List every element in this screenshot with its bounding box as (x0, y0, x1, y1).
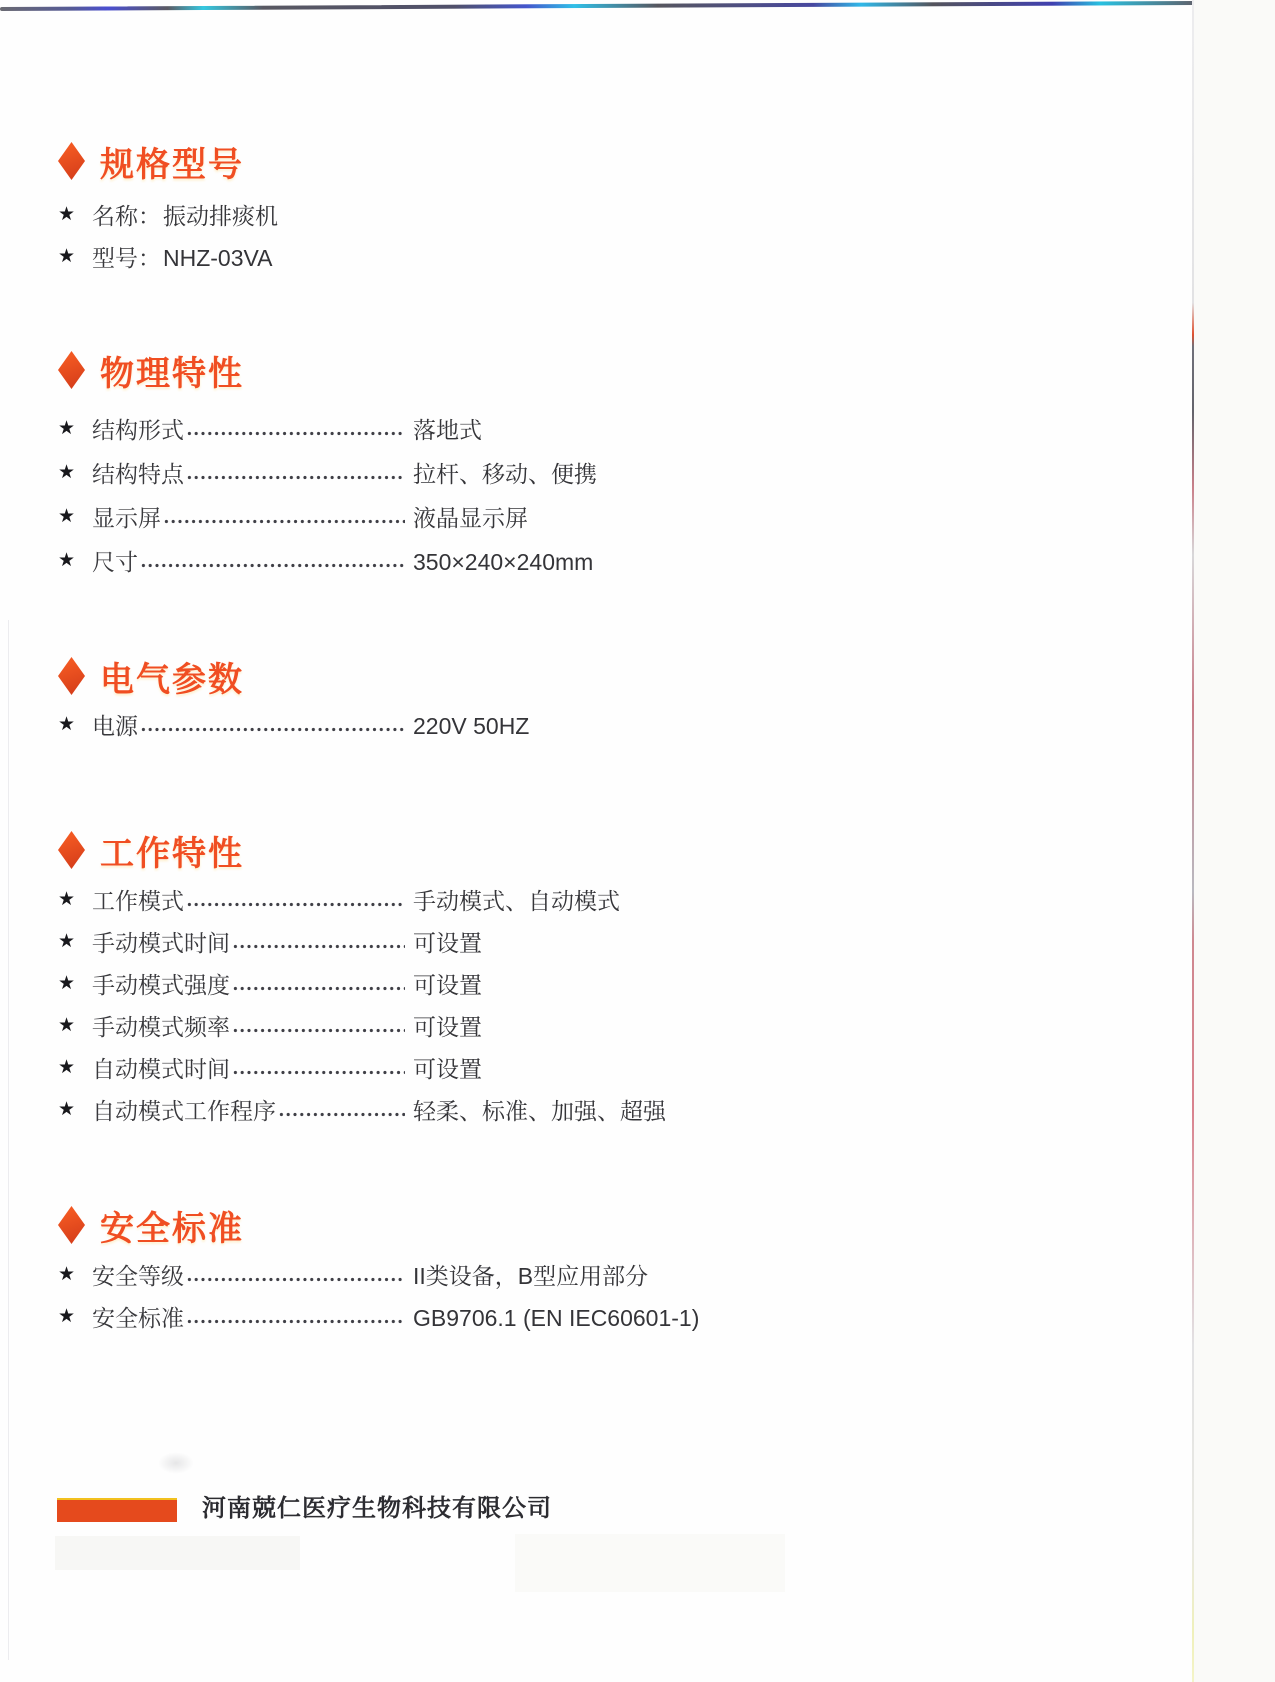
spec-label: 安全标准 (92, 1305, 184, 1331)
spec-value: 可设置 (413, 930, 482, 956)
dot-leader (140, 713, 405, 739)
spec-value: 拉杆、移动、便携 (413, 461, 597, 487)
diamond-bullet-icon (58, 351, 85, 389)
spec-row (58, 1098, 918, 1124)
star-bullet-icon: ★ (58, 550, 76, 571)
spec-row (58, 930, 918, 956)
section-specifications (58, 139, 918, 287)
section-heading (58, 1203, 918, 1247)
scan-ghost (515, 1534, 785, 1592)
star-bullet-icon: ★ (58, 1057, 76, 1078)
spec-value: 可设置 (413, 1014, 482, 1040)
star-bullet-icon: ★ (58, 1306, 76, 1327)
spec-row (58, 245, 918, 271)
dot-leader (163, 505, 405, 531)
section-title: 安全标准 (100, 1209, 244, 1248)
section-title: 工作特性 (100, 834, 244, 873)
star-bullet-icon: ★ (58, 506, 76, 527)
spec-label: 尺寸 (92, 549, 138, 575)
star-bullet-icon: ★ (58, 1264, 76, 1285)
dot-leader (140, 549, 405, 575)
star-bullet-icon: ★ (58, 204, 76, 225)
spec-label: 自动模式工作程序 (92, 1098, 276, 1124)
spec-label: 手动模式时间 (92, 930, 230, 956)
section-electrical (58, 654, 918, 755)
spec-label: 自动模式时间 (92, 1056, 230, 1082)
spec-value: 液晶显示屏 (413, 505, 528, 531)
spec-label: 结构特点 (92, 461, 184, 487)
scan-smudge (158, 1452, 194, 1474)
spec-row (58, 713, 918, 739)
spec-label: 型号： (92, 245, 161, 271)
spec-label: 结构形式 (92, 417, 184, 443)
star-bullet-icon: ★ (58, 1015, 76, 1036)
spec-value: NHZ-03VA (163, 245, 273, 271)
section-safety (58, 1203, 918, 1347)
spec-row (58, 1056, 918, 1082)
dot-leader (232, 1056, 405, 1082)
page-edge-line (1192, 0, 1194, 1682)
page-left-edge-line (8, 620, 9, 1660)
spec-label: 名称： (92, 203, 161, 229)
star-bullet-icon: ★ (58, 418, 76, 439)
dot-leader (186, 417, 405, 443)
section-heading (58, 348, 918, 392)
section-title: 规格型号 (100, 145, 244, 184)
spec-label: 手动模式强度 (92, 972, 230, 998)
spec-value: 350×240×240mm (413, 549, 594, 575)
spec-value: 落地式 (413, 417, 482, 443)
spec-row (58, 417, 918, 443)
footer-accent-bar (57, 1498, 177, 1522)
diamond-bullet-icon (58, 1206, 85, 1244)
spec-value: 轻柔、标准、加强、超强 (413, 1098, 666, 1124)
section-title: 物理特性 (100, 354, 244, 393)
spec-label: 电源 (92, 713, 138, 739)
spec-row (58, 888, 918, 914)
section-heading (58, 139, 918, 183)
spec-row (58, 203, 918, 229)
section-heading (58, 654, 918, 698)
diamond-bullet-icon (58, 831, 85, 869)
dot-leader (232, 1014, 405, 1040)
spec-value: 220V 50HZ (413, 713, 530, 739)
spec-value: II类设备，B型应用部分 (413, 1263, 649, 1289)
spec-label: 安全等级 (92, 1263, 184, 1289)
star-bullet-icon: ★ (58, 714, 76, 735)
spec-value: GB9706.1 (EN IEC60601-1) (413, 1305, 700, 1331)
section-heading (58, 828, 918, 872)
diamond-bullet-icon (58, 657, 85, 695)
spec-row (58, 461, 918, 487)
star-bullet-icon: ★ (58, 246, 76, 267)
spec-label: 工作模式 (92, 888, 184, 914)
spec-row (58, 1305, 918, 1331)
star-bullet-icon: ★ (58, 889, 76, 910)
dot-leader (186, 1263, 405, 1289)
spec-row (58, 505, 918, 531)
spec-label: 手动模式频率 (92, 1014, 230, 1040)
star-bullet-icon: ★ (58, 973, 76, 994)
spec-label: 显示屏 (92, 505, 161, 531)
dot-leader (232, 972, 405, 998)
top-scan-line (0, 1, 1196, 11)
section-working (58, 828, 918, 1140)
spec-row (58, 549, 918, 575)
star-bullet-icon: ★ (58, 1099, 76, 1120)
dot-leader (186, 888, 405, 914)
page-right-margin (1194, 0, 1275, 1682)
spec-value: 手动模式、自动模式 (413, 888, 620, 914)
section-title: 电气参数 (100, 660, 244, 699)
spec-row (58, 972, 918, 998)
dot-leader (186, 1305, 405, 1331)
star-bullet-icon: ★ (58, 931, 76, 952)
dot-leader (278, 1098, 405, 1124)
spec-value: 可设置 (413, 972, 482, 998)
spec-value: 振动排痰机 (163, 203, 278, 229)
spec-row (58, 1014, 918, 1040)
dot-leader (232, 930, 405, 956)
diamond-bullet-icon (58, 142, 85, 180)
spec-row (58, 1263, 918, 1289)
footer-company-name: 河南兢仁医疗生物科技有限公司 (202, 1495, 552, 1522)
spec-value: 可设置 (413, 1056, 482, 1082)
dot-leader (186, 461, 405, 487)
star-bullet-icon: ★ (58, 462, 76, 483)
scan-ghost (55, 1536, 300, 1570)
section-physical (58, 348, 918, 593)
